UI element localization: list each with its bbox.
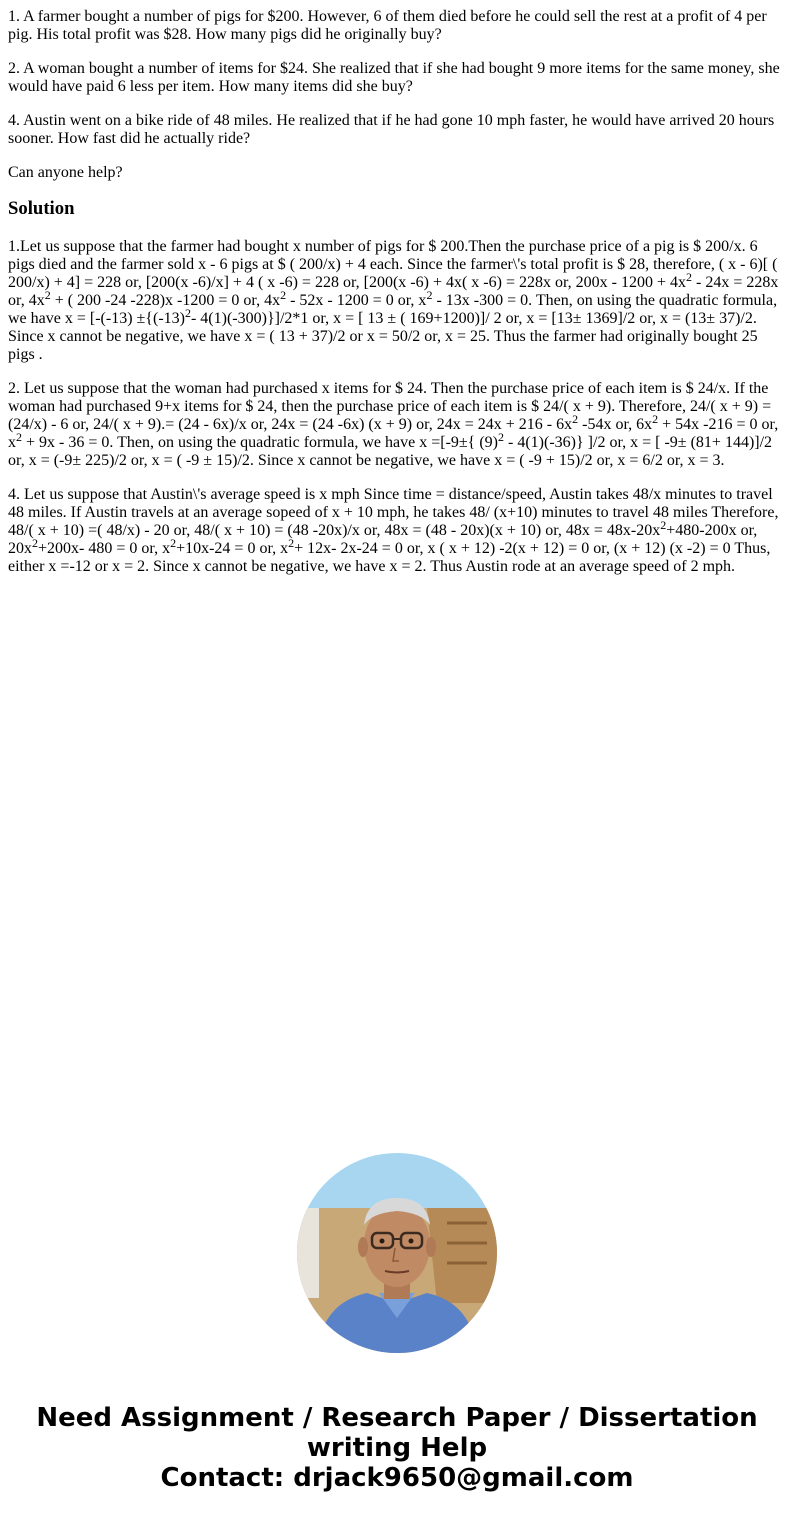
solution-2-text: + 9x - 36 = 0. Then, on using the quadratic formula, we have x =[-9±{ (9) bbox=[22, 434, 499, 451]
solution-2 bbox=[8, 380, 786, 470]
solution-1-text: 1.Let us suppose that the farmer had bought x number of pigs for $ 200.Then the purchase price of a pig is $ 200/x. 6 pigs died and the farmer sold x - 6 pigs at $ ( 200/x) + 4 each. Since the farmer\'s total profit is $ 28, therefore, ( x - 6)[ ( 200/x) + 4] = 228 or, [200(x -6)/x] + 4 ( x -6) = 228 or, [200(x -6) + 4x( x -6) = 228x or, 200x - 1200 + 4x bbox=[8, 238, 778, 291]
solution-4-text: +480-200x or, 20x bbox=[8, 522, 758, 557]
exponent: 2 bbox=[498, 430, 505, 444]
exponent: 2 bbox=[572, 412, 579, 426]
question-closing: Can anyone help? bbox=[8, 164, 123, 181]
promo-footer bbox=[0, 1403, 794, 1493]
solution-1 bbox=[8, 238, 786, 364]
author-portrait-icon bbox=[297, 1153, 497, 1353]
exponent: 2 bbox=[686, 270, 693, 284]
solution-heading: Solution bbox=[8, 198, 75, 219]
exponent: 2 bbox=[426, 288, 433, 302]
question-and-solution bbox=[0, 0, 794, 576]
exponent: 2 bbox=[16, 430, 22, 444]
exponent: 2 bbox=[44, 288, 51, 302]
solution-1-text: + ( 200 -24 -228)x -1200 = 0 or, 4x bbox=[50, 292, 281, 309]
question-1: 1. A farmer bought a number of pigs for $200. However, 6 of them died before he could sell the rest at a profit of 4 per pig. His total profit was $28. How many pigs did he originally buy? bbox=[8, 8, 767, 43]
contact-email: Contact: drjack9650@gmail.com bbox=[160, 1463, 634, 1493]
question-4: 4. Austin went on a bike ride of 48 miles. He realized that if he had gone 10 mph faster, he would have arrived 20 hours sooner. How fast did he actually ride? bbox=[8, 112, 775, 147]
promo-headline: Need Assignment / Research Paper / Dissertation writing Help bbox=[36, 1403, 758, 1463]
solution-4-text: +10x-24 = 0 or, x bbox=[176, 540, 289, 557]
exponent: 2 bbox=[280, 288, 287, 302]
solution-2-text: 2. Let us suppose that the woman had purchased x items for $ 24. Then the purchase price of each item is $ 24/x. If the woman had purchased 9+x items for $ 24, then the purchase price of each item is $ 24/( x + 9). Therefore, 24/( x + 9) = (24/x) - 6 or, 24/( x + 9).= (24 - 6x)/x or, 24x = (24 -6x) (x + 9) or, 24x = 24x + 216 - 6x bbox=[8, 380, 772, 433]
question-2: 2. A woman bought a number of items for $24. She realized that if she had bought 9 more items for the same money, she would have paid 6 less per item. How many items did she buy? bbox=[8, 60, 780, 95]
solution-2-text: -54x or, 6x bbox=[578, 416, 653, 433]
solution-1-text: - 13x -300 = 0. Then, on using the quadratic formula, we have x = [-(-13) ±{(-13) bbox=[8, 292, 778, 327]
solution-4-text: 4. Let us suppose that Austin\'s average speed is x mph Since time = distance/speed, Austin takes 48/x minutes to travel 48 miles. If Austin travels at an average sopeed of x + 10 mph, he takes 48/ (x+10) minutes to travel 48 miles Therefore, 48/( x + 10) =( 48/x) - 20 or, 48/( x + 10) = (48 -20x)/x or, 48x = (48 - 20x)(x + 10) or, 48x = 48x-20x bbox=[8, 486, 779, 539]
solution-2-text: - 4(1)(-36)} ]/2 or, x = [ -9± (81+ 144)]/2 or, x = (-9± 225)/2 or, x = ( -9 ± 15)/2. Since x cannot be negative, we have x = ( -9 + 15)/2 or, x = 6/2 or, x = 3. bbox=[8, 434, 773, 469]
exponent: 2 bbox=[32, 536, 38, 550]
exponent: 2 bbox=[288, 536, 295, 550]
author-avatar bbox=[297, 1153, 497, 1353]
solution-1-text: - 52x - 1200 = 0 or, x bbox=[286, 292, 427, 309]
exponent: 2 bbox=[184, 306, 191, 320]
solution-4-text: +200x- 480 = 0 or, x bbox=[38, 540, 171, 557]
exponent: 2 bbox=[660, 518, 667, 532]
exponent: 2 bbox=[170, 536, 177, 550]
solution-4 bbox=[8, 486, 786, 576]
solution-1-text: - 4(1)(-300)}]/2*1 or, x = [ 13 ± ( 169+1200)]/ 2 or, x = [13± 1369]/2 or, x = (13± 37)/2. Since x cannot be negative, we have x = ( 13 + 37)/2 or x = 50/2 or, x = 25. Thus the farmer had originally bought 25 pigs . bbox=[8, 310, 758, 363]
exponent: 2 bbox=[652, 412, 659, 426]
solution-1-text: - 24x = 228x or, 4x bbox=[8, 274, 779, 309]
solution-4-text: + 12x- 2x-24 = 0 or, x ( x + 12) -2(x + 12) = 0 or, (x + 12) (x -2) = 0 Thus, either x =-12 or x = 2. Since x cannot be negative, we have x = 2. Thus Austin rode at an average speed of 2 mph. bbox=[8, 540, 771, 575]
solution-2-text: + 54x -216 = 0 or, x bbox=[8, 416, 779, 451]
